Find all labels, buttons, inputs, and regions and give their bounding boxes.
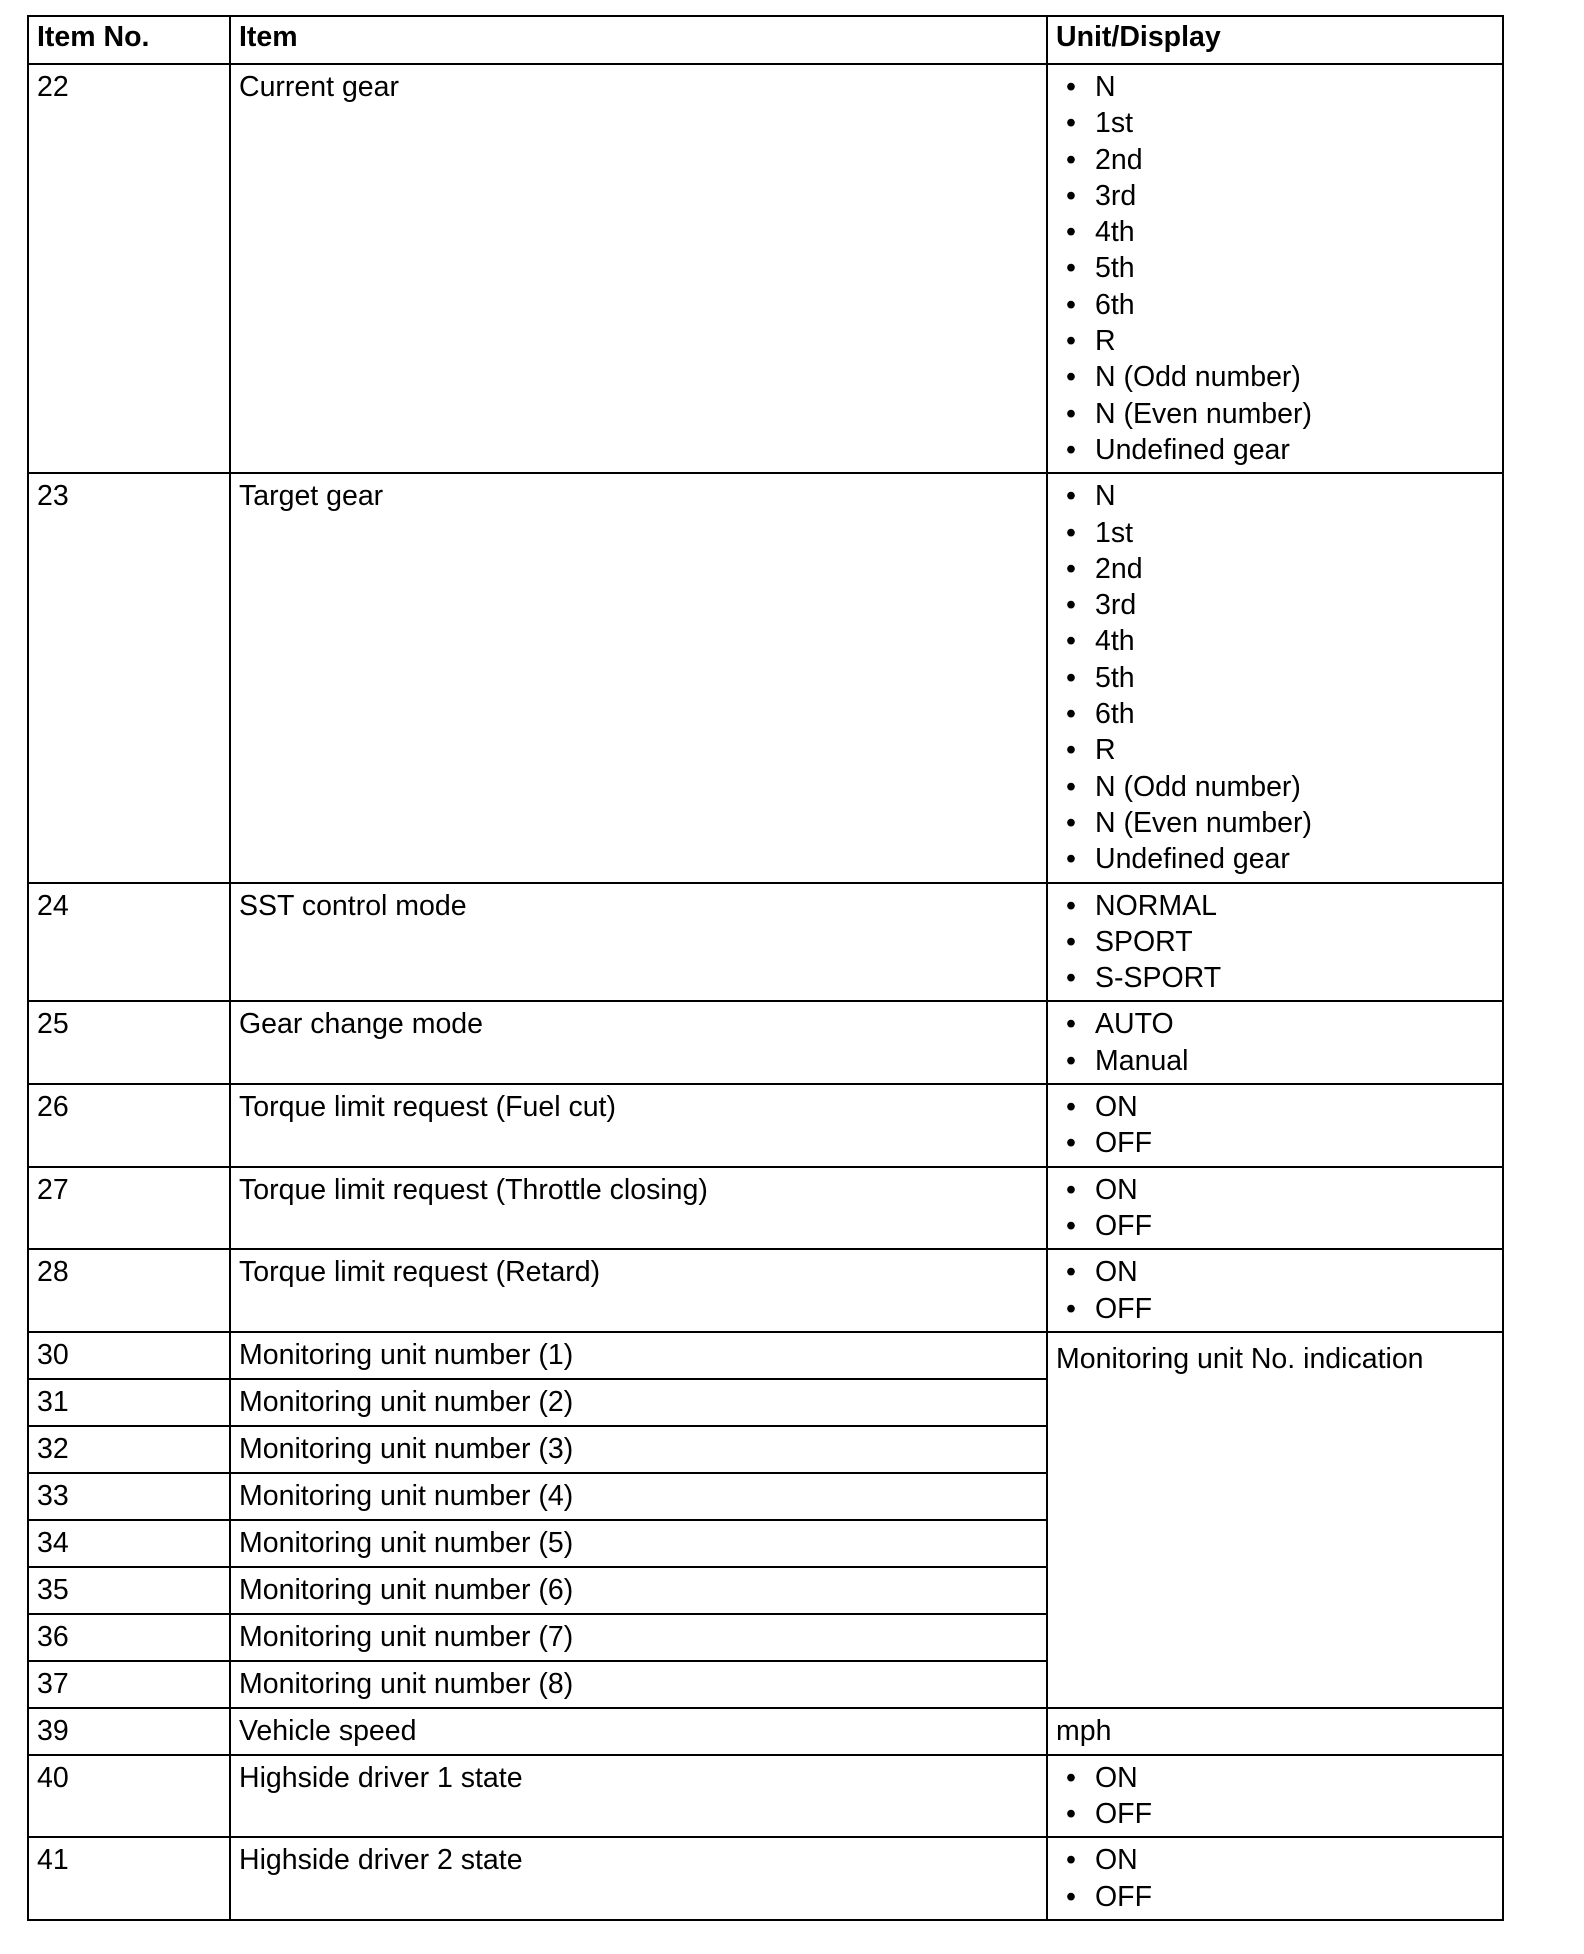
data-monitor-table xyxy=(27,15,1504,1921)
display-option: • OFF xyxy=(1056,1879,1494,1915)
display-list xyxy=(1056,1760,1494,1833)
display-option: • OFF xyxy=(1056,1796,1494,1832)
item-name-cell: SST control mode xyxy=(230,883,1047,1002)
display-list xyxy=(1056,1172,1494,1245)
item-no-cell: 27 xyxy=(28,1167,230,1250)
display-option: • 2nd xyxy=(1056,142,1494,178)
item-no-cell: 22 xyxy=(28,64,230,473)
item-name-cell: Monitoring unit number (8) xyxy=(230,1661,1047,1708)
display-option: • 2nd xyxy=(1056,551,1494,587)
item-no-cell: 26 xyxy=(28,1084,230,1167)
display-option: • ON xyxy=(1056,1842,1494,1878)
item-no-cell: 41 xyxy=(28,1837,230,1920)
display-option: • R xyxy=(1056,732,1494,768)
display-option: • OFF xyxy=(1056,1208,1494,1244)
display-option: • NORMAL xyxy=(1056,888,1494,924)
display-list xyxy=(1056,1254,1494,1327)
display-option: • ON xyxy=(1056,1254,1494,1290)
item-name-cell: Torque limit request (Fuel cut) xyxy=(230,1084,1047,1167)
display-cell xyxy=(1047,1249,1503,1332)
item-no-cell: 40 xyxy=(28,1755,230,1838)
item-no-cell: 36 xyxy=(28,1614,230,1661)
display-option: • 3rd xyxy=(1056,178,1494,214)
display-cell xyxy=(1047,1755,1503,1838)
monitoring-display-cell xyxy=(1047,1332,1503,1708)
item-name-cell: Monitoring unit number (3) xyxy=(230,1426,1047,1473)
item-name-cell: Vehicle speed xyxy=(230,1708,1047,1755)
display-cell xyxy=(1047,473,1503,882)
item-name-cell: Highside driver 2 state xyxy=(230,1837,1047,1920)
display-option: • Undefined gear xyxy=(1056,841,1494,877)
table-row xyxy=(28,473,1503,882)
item-name-cell: Highside driver 1 state xyxy=(230,1755,1047,1838)
item-no-cell: 32 xyxy=(28,1426,230,1473)
display-option: • N xyxy=(1056,69,1494,105)
display-option: • 5th xyxy=(1056,250,1494,286)
display-option: • 4th xyxy=(1056,214,1494,250)
item-no-cell: 28 xyxy=(28,1249,230,1332)
display-option: • OFF xyxy=(1056,1291,1494,1327)
item-no-cell: 39 xyxy=(28,1708,230,1755)
display-list xyxy=(1056,1842,1494,1915)
item-name-cell: Monitoring unit number (5) xyxy=(230,1520,1047,1567)
display-option: • ON xyxy=(1056,1172,1494,1208)
display-option: • 6th xyxy=(1056,287,1494,323)
unit-cell: mph xyxy=(1047,1708,1503,1755)
item-no-cell: 30 xyxy=(28,1332,230,1379)
item-name-cell: Monitoring unit number (6) xyxy=(230,1567,1047,1614)
display-cell xyxy=(1047,1167,1503,1250)
display-cell xyxy=(1047,883,1503,1002)
display-option: • R xyxy=(1056,323,1494,359)
header-item-no: Item No. xyxy=(28,16,230,64)
table-row xyxy=(28,1001,1503,1084)
display-option: • 1st xyxy=(1056,105,1494,141)
table-row xyxy=(28,1837,1503,1920)
display-option: • N xyxy=(1056,478,1494,514)
item-name-cell: Monitoring unit number (1) xyxy=(230,1332,1047,1379)
item-name-cell: Torque limit request (Throttle closing) xyxy=(230,1167,1047,1250)
table-row xyxy=(28,1332,1503,1379)
item-no-cell: 35 xyxy=(28,1567,230,1614)
display-option: • Undefined gear xyxy=(1056,432,1494,468)
table-row xyxy=(28,1084,1503,1167)
item-name-cell: Monitoring unit number (2) xyxy=(230,1379,1047,1426)
display-option: • 1st xyxy=(1056,515,1494,551)
table-row xyxy=(28,64,1503,473)
display-option: • N (Even number) xyxy=(1056,805,1494,841)
display-option: • ON xyxy=(1056,1089,1494,1125)
table-row xyxy=(28,1167,1503,1250)
item-no-cell: 25 xyxy=(28,1001,230,1084)
display-option: • Manual xyxy=(1056,1043,1494,1079)
display-list xyxy=(1056,1089,1494,1162)
display-option: • 4th xyxy=(1056,623,1494,659)
header-unit-display: Unit/Display xyxy=(1047,16,1503,64)
monitoring-display-text: Monitoring unit No. indication xyxy=(1056,1342,1424,1375)
item-name-cell: Monitoring unit number (7) xyxy=(230,1614,1047,1661)
display-cell xyxy=(1047,1084,1503,1167)
item-name-cell: Gear change mode xyxy=(230,1001,1047,1084)
display-option: • SPORT xyxy=(1056,924,1494,960)
display-list xyxy=(1056,888,1494,997)
display-cell xyxy=(1047,1001,1503,1084)
table-row xyxy=(28,883,1503,1002)
item-name-cell: Monitoring unit number (4) xyxy=(230,1473,1047,1520)
item-no-cell: 37 xyxy=(28,1661,230,1708)
display-list xyxy=(1056,69,1494,468)
display-cell xyxy=(1047,64,1503,473)
header-item: Item xyxy=(230,16,1047,64)
display-option: • 5th xyxy=(1056,660,1494,696)
display-option: • 3rd xyxy=(1056,587,1494,623)
display-cell xyxy=(1047,1837,1503,1920)
item-name-cell: Torque limit request (Retard) xyxy=(230,1249,1047,1332)
item-name-cell: Target gear xyxy=(230,473,1047,882)
item-no-cell: 34 xyxy=(28,1520,230,1567)
display-option: • ON xyxy=(1056,1760,1494,1796)
item-no-cell: 31 xyxy=(28,1379,230,1426)
item-name-cell: Current gear xyxy=(230,64,1047,473)
display-option: • N (Even number) xyxy=(1056,396,1494,432)
display-option: • 6th xyxy=(1056,696,1494,732)
table-row xyxy=(28,1708,1503,1755)
display-option: • N (Odd number) xyxy=(1056,769,1494,805)
header-row xyxy=(28,16,1503,64)
display-list xyxy=(1056,1006,1494,1079)
item-no-cell: 23 xyxy=(28,473,230,882)
table-row xyxy=(28,1249,1503,1332)
item-no-cell: 24 xyxy=(28,883,230,1002)
display-option: • AUTO xyxy=(1056,1006,1494,1042)
display-list xyxy=(1056,478,1494,877)
item-no-cell: 33 xyxy=(28,1473,230,1520)
display-option: • OFF xyxy=(1056,1125,1494,1161)
table-row xyxy=(28,1755,1503,1838)
display-option: • N (Odd number) xyxy=(1056,359,1494,395)
display-option: • S-SPORT xyxy=(1056,960,1494,996)
